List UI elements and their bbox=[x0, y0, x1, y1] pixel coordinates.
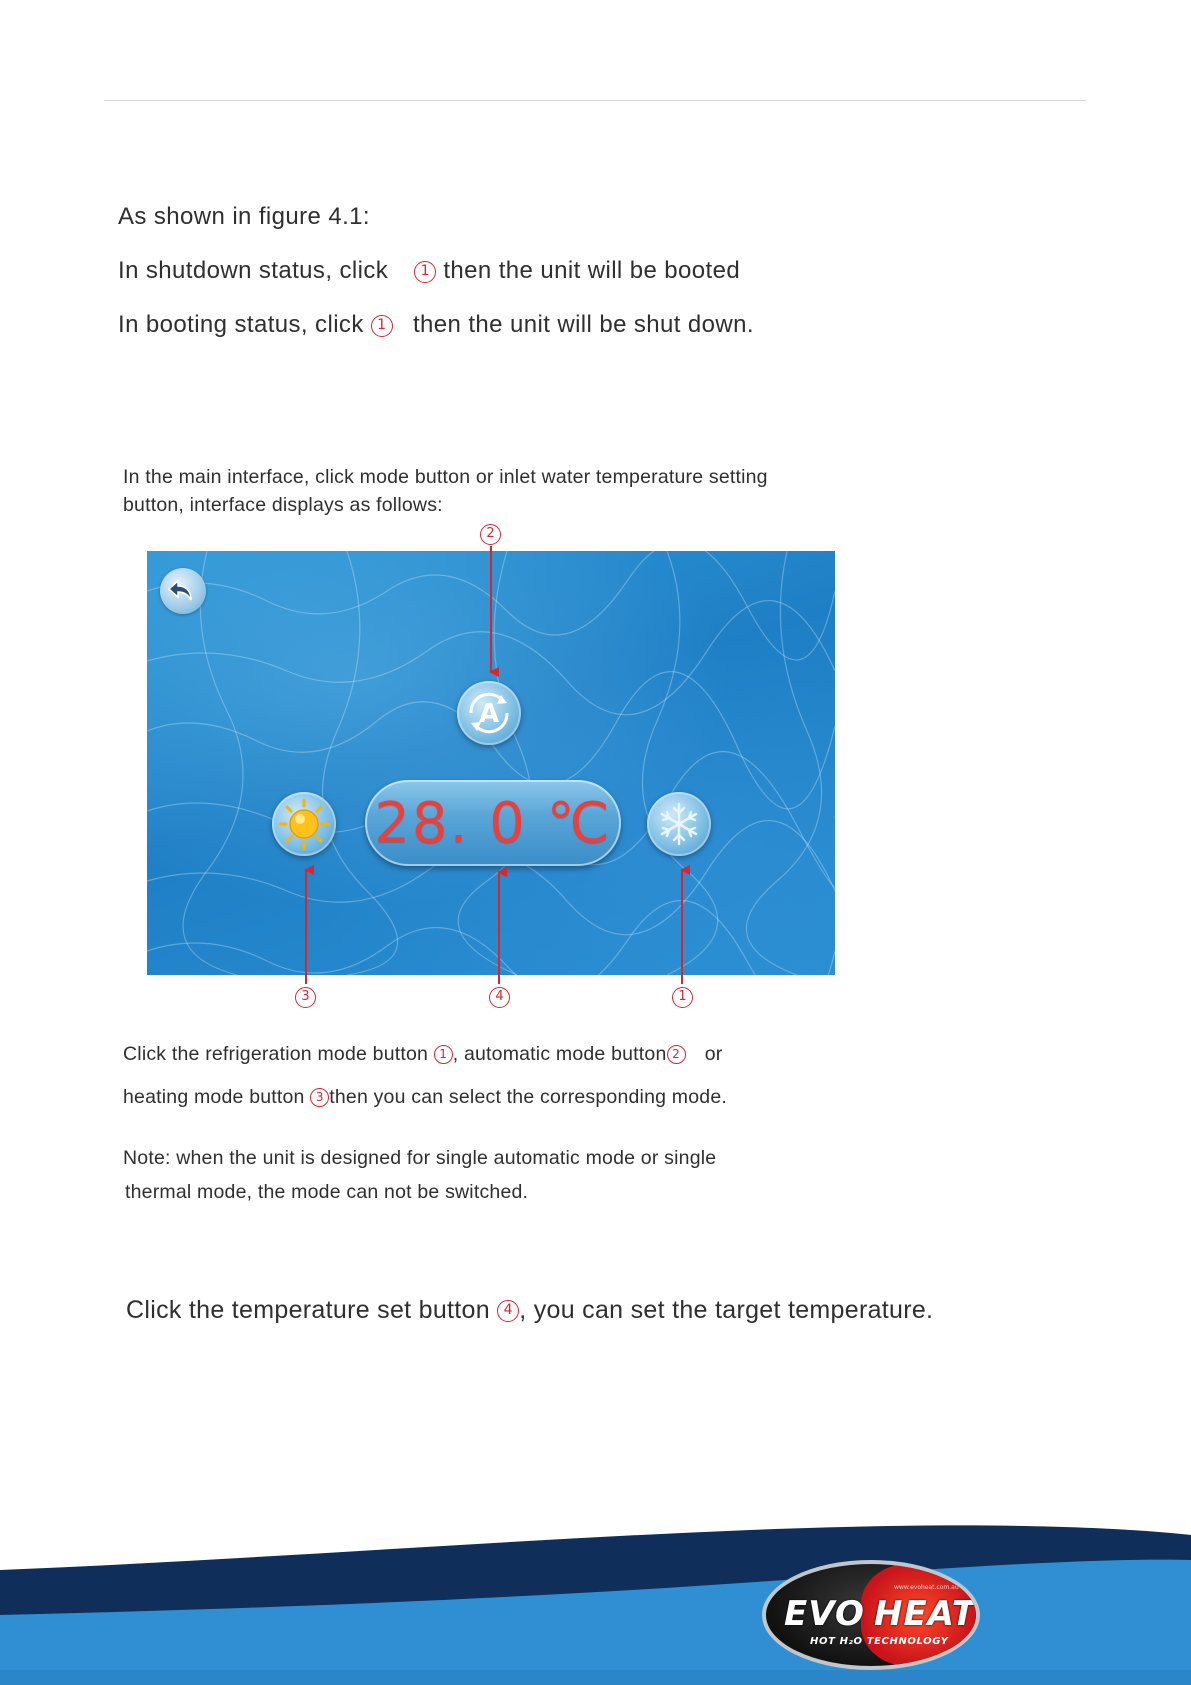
callout-1-label: 1 bbox=[672, 987, 693, 1008]
callout-1-badge: 1 bbox=[434, 1045, 453, 1064]
callout-1-badge: 1 bbox=[371, 315, 393, 337]
callout-3-label: 3 bbox=[295, 987, 316, 1008]
temperature-instruction: Click the temperature set button 4 , you can set the target temperature. bbox=[126, 1296, 934, 1324]
temperature-value: 28. 0 ℃ bbox=[374, 790, 612, 856]
back-arrow-icon bbox=[160, 568, 206, 614]
automatic-mode-button[interactable] bbox=[457, 681, 521, 745]
shutdown-instruction: In shutdown status, click 1 then the unit will be booted bbox=[118, 257, 741, 284]
callout-1-badge: 1 bbox=[414, 261, 436, 283]
callout-2-label: 2 bbox=[480, 524, 501, 545]
refrigeration-mode-button[interactable] bbox=[647, 792, 711, 856]
callout-4-label: 4 bbox=[489, 987, 510, 1008]
logo-url: www.evoheat.com.au bbox=[894, 1584, 959, 1591]
mode-instruction-line-2: heating mode button 3 then you can select the corresponding mode. bbox=[123, 1086, 727, 1108]
callout-4-badge: 4 bbox=[497, 1300, 519, 1322]
mode-instruction-line-1: Click the refrigeration mode button 1 , automatic mode button 2 or bbox=[123, 1043, 723, 1065]
back-button[interactable] bbox=[160, 568, 206, 614]
intro-line-2: button, interface displays as follows: bbox=[123, 494, 443, 516]
footer-wave bbox=[0, 1500, 1191, 1685]
figure-reference: As shown in figure 4.1: bbox=[118, 203, 371, 230]
heating-mode-button[interactable] bbox=[272, 792, 336, 856]
note-line-1: Note: when the unit is designed for single automatic mode or single bbox=[123, 1147, 717, 1169]
callout-2-badge: 2 bbox=[667, 1045, 686, 1064]
water-caustics-pattern bbox=[147, 551, 835, 975]
snowflake-icon bbox=[647, 792, 711, 856]
temperature-set-button[interactable] bbox=[365, 780, 621, 866]
note-line-2: thermal mode, the mode can not be switched. bbox=[125, 1181, 529, 1203]
svg-text:A: A bbox=[478, 699, 500, 729]
intro-line-1: In the main interface, click mode button or inlet water temperature setting bbox=[123, 466, 768, 488]
logo-word-evo: EVO bbox=[784, 1594, 865, 1634]
booting-instruction: In booting status, click 1 then the unit will be shut down. bbox=[118, 311, 754, 338]
callout-3-badge: 3 bbox=[310, 1088, 329, 1107]
sun-icon bbox=[272, 792, 336, 856]
logo-word-heat: HEAT bbox=[874, 1594, 976, 1634]
evoheat-logo bbox=[762, 1560, 980, 1670]
logo-tagline: HOT H₂O TECHNOLOGY bbox=[810, 1636, 949, 1647]
header-rule bbox=[104, 100, 1086, 101]
auto-mode-icon bbox=[457, 681, 521, 745]
mode-setting-screen bbox=[147, 551, 835, 975]
